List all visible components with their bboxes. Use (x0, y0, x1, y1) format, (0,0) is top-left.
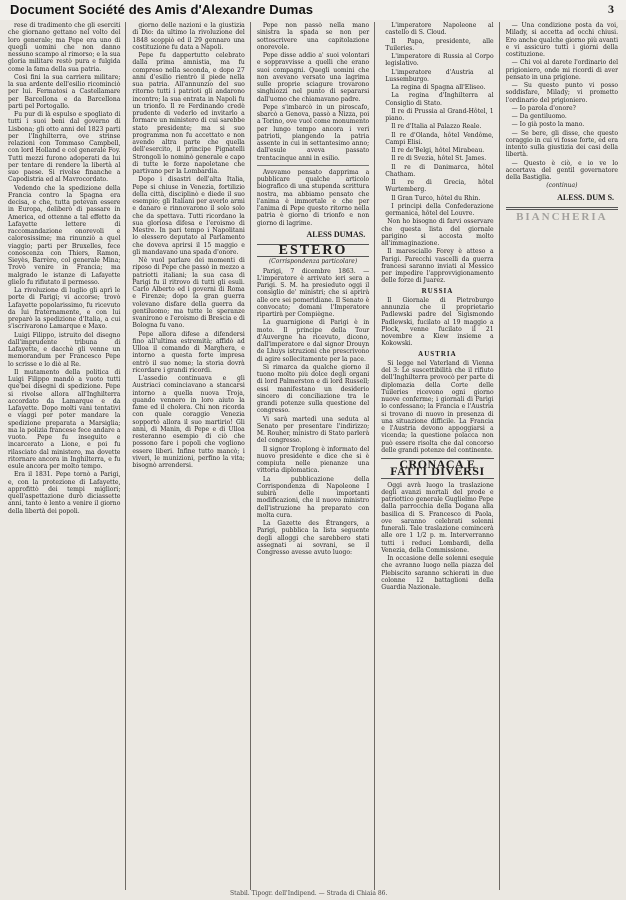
list-item: La regina d'Inghilterra al Consiglio di Stato. (385, 92, 494, 107)
document-banner (0, 0, 626, 20)
paragraph: Fu pur di là espulso e spogliato di tutti i suoi beni dal governo di Lisbona; gli otto anni del 1823 parti per l'Inghilterra, ove strinse relazioni con Tommaso Campbell, con lord Holland e col generale Foy. Tutti mezzi furono adoperati da lui per tentare di rendere la libertà al suo paese. Si rivolse finanche a Capodistria ed al Mavrocordato. (8, 111, 121, 184)
paragraph: Nè vuol parlare dei momenti di riposo di Pepe che passò in mezzo a patriotti italiani; la sua casa di Parigi fu il ritrovo di tutti gli esuli. Carlo Alberto ed i governi di Roma e Firenze; dopo la gran guerra volevano disfare della guerra da gentiluomo; ma tutte le speranze svanirono e l'eroismo di Brescia e di Bologna fu vano. (132, 257, 245, 330)
paragraph: Si legge nel Vaterland di Vienna del 3: Le suscettibilità che il rifiuto dell'Inghilterra provocò per parte di diplomazia della Corte delle Tuileries ricevono ogni giorno nuove conferme; i giornali di Parigi lo confessano; la Francia e l'Austria si trovano di nuovo in presenza di una situazione difficile. La Francia e l'Austria devono appoggiarsi a vicenda; la questione polacca non può essere risolta che dal concorso delle grandi potenze del continente. (381, 359, 494, 454)
paragraph: Oggi avrà luogo la traslazione degli avanzi mortali del prode e patriottico generale Guglielmo Pepe dalla parrocchia della Dogana alla basilica di S. Francesco di Paola, ove saranno celebrati solenni funerali. Tale traslazione comincerà alle ore 1 1/2 p. m. Interverranno tutti i reduci Lombardi, della Venezia, della Commissione. (381, 481, 494, 554)
paragraph: Il Giornale di Pietroburgo annunzia che il proprietario Padlewski padre del Sigismondo Padlewski, fucilato al 19 maggio a Plock, venne fucilato il 21 novembre a Kiew insieme a Kokowski. (381, 296, 494, 348)
lodging-list (381, 22, 493, 217)
list-item: L'imperatore di Russia al Corpo legislativo. (385, 53, 494, 68)
paragraph: L'assedio continuava e gli Austriaci cominciavano a stancarsi intorno a quella nuova Troja, quando vennero in loro aiuto la fame ed il cholera. Chi non ricorda con quale coraggio Venezia sopportò allora il suo martirio! Gli anni, di Manin, di Pepe e di Ulloa resteranno esempio di ciò che possono fare i popoli che vogliono essere liberi. Infine tutto mancò; i viveri, le munizioni, perfino la vita; bisognò arrendersi. (132, 375, 245, 469)
paragraph: — Questo è ciò, e io ve lo accertava del gentil governatore della Bastiglia. (505, 159, 619, 181)
column-2 (132, 22, 250, 890)
list-item: Il Gran Turco, hôtel du Rhin. (391, 194, 481, 202)
paragraph: Pepe disse addio a' suoi volontari e soppravvisse a quelli che erano suoi compagni. Quegli uomini che non avevano versato una lagrima sulle proprie sciagure trovarono singhiozzi nel punto di separarsi dall'uomo che chiamavano padre. (256, 52, 370, 103)
paragraph: — Io già posto la mano. (511, 121, 585, 129)
section-heading-austria: AUSTRIA (418, 349, 457, 358)
list-item: I principi della Confederazione germanica, hôtel del Louvre. (385, 202, 494, 217)
paragraph: Vedendo che la spedizione della Francia contro la Spagna era decisa, e che, tutta potevan essere in Europa, deliberò di passare in America, ed ottenne a tal effetto da Lafayette lettere di raccomandazione onorevoli e calorosissime; ma rinunziò a quel viaggio; parti per Bruxelles, fece conoscenza con Thiers, Ramon, Sieyès, Barrère, col generale Mina; Trovò venire in Francia; ma malgrado le istanze di Lafayette glielo fu rifiutato il permesso. (8, 184, 121, 286)
paragraph: — Io parola d'onore? (511, 104, 576, 112)
paragraph: Pepe allora difese a difendersi fino all'ultima estremità; affidò ad Ulloa il comando di Marghera, e intorno a questa forte impresa entrò il suo nome; la storia dovrà ricordare i grandi ricordi. (132, 330, 245, 374)
paragraph: giorno delle nazioni e la giustizia di Dio: da ultimo la rivoluzione del 1848 scoppiò ed il 29 gennaro una costituzione fu data a Napoli. (132, 22, 245, 51)
paragraph: Dopo i disastri dell'alta Italia, Pepe si chiuse in Venezia, fortilizio della città, disciplinò e diede il suo esempio; gli Italiani per averlo armi e danaro e rinnovarono il solo solo che da spettava. Tutti ricordano la sua gloriosa difesa e l'eroismo di Mestre. In pari tempo i Napolitani lo elessero deputato al Parlamento che doveva aprirsi il 15 maggio e gli mandavano una spada d'onore. (132, 176, 245, 256)
article-signature: ALESS DUMAS. (306, 229, 366, 239)
list-item: Il re d'Olanda, hôtel Vendôme, Campi Elisi. (385, 131, 494, 146)
paragraph: Il maresciallo Forey è atteso a Parigi. Parecchi vascelli da guerra francesi saranno inviati al Messico per impedire l'approvvigionamento delle forze di Juarez. (381, 248, 494, 285)
paragraph: Parigi, 7 dicembre 1863. — L'imperatore è arrivato ieri sera a Parigi. S. M. ha presieduto oggi il consiglio de' ministri; che si aprirà alle ore sei pomeridiane. Il Senato è convocato; domani l'Imperatore ripartirà per Compiègne. (256, 267, 370, 318)
paragraph: Pepe s'imbarcò in un piroscafo, sbarcò a Genova, passò a Nizza, poi a Torino, ove vuol come monumento per lungo tempo ancora i veri patrioti, piangendo la patria assente in cui in settantesimo anno; dall'esule aveva passato trentacinque anni in esilio. (256, 103, 370, 162)
paragraph: rese di tradimento che gli eserciti che giornano gettano nel volto del loro generale; ma Pepe era uno di quegli uomini che non danno nessuno scampo al rimorso; e la sua gloria militare restò pura e fulgida come la fama della sua patria. (8, 22, 121, 73)
paragraph: — Da gentiluomo. (511, 113, 567, 120)
divider (506, 207, 618, 210)
paragraph: Pepe non passò nella mano sinistra la spada se non per sottoscrivere una capitolazione onorevole. (256, 22, 370, 51)
list-item: Il re di Prussia al Grand-Hôtel, 1 piano. (385, 107, 494, 122)
paragraph: La rivoluzione di luglio gli aprì le porte di Parigi; vi accorse; trovò Lafayette popolarissimo, fu ricevuto da lui fraternamente, e con lui preparò la spedizione d'Italia, a cui s'iscrivarono Lamarque e Maxo. (8, 287, 121, 331)
list-item: Il re di Grecia, hôtel Wurtemberg. (385, 179, 494, 194)
section-heading-cronaca: CRONACA E FATTI DIVERSI (381, 458, 493, 479)
newspaper-page (8, 22, 618, 890)
document-title: Document Société des Amis d'Alexandre Dumas (10, 2, 314, 17)
column-5 (506, 22, 618, 890)
column-3 (257, 22, 375, 890)
printer-footer: Stabil. Tipogr. dell'Indipend. — Strada di Chiaia 86. (230, 890, 388, 897)
list-item: Il re d'Italia al Palazzo Reale. (391, 123, 482, 131)
paragraph: Il signor Troplong è informato del nuovo presidente e dice che si è compiuta nelle pienanze una vittoria diplomatica. (256, 445, 370, 475)
paragraph: — Su questo punto vi posso soddisfare, Milady; vi prometto l'ordinario del prigioniero. (505, 82, 619, 104)
list-item: L'imperatore Napoleone al castello di S. Cloud. (385, 22, 494, 37)
faded-stamp-text: BIANCHERIA (516, 210, 608, 223)
list-item: Il re di Svezia, hôtel St. James. (391, 155, 487, 163)
list-item: La regina di Spagna all'Eliseo. (391, 84, 486, 91)
list-item: Il re di Danimarca, hôtel Chatham. (385, 163, 494, 178)
article-signature: ALESS. DUM S. (557, 192, 615, 202)
paragraph: Così fini la sua carriera militare; la sua ardente dell'esilio ricominciò per lui. Fermatosi a Castellamare per Barcellona e da Barcellona parti pel Portogallo. (8, 73, 121, 110)
paragraph: La Gazette des Étrangers, a Parigi, pubblica la lista seguente degli alloggi che sarebbero stati assegnati ai sovrani, se il Congresso avesse avuto luogo: (256, 520, 370, 556)
paragraph: La pubblicazione della Corrispondenza di Napoleone I subirà delle importanti modificazioni, che il nuovo ministro dell'istruzione ha preparato con molta cura. (256, 475, 370, 519)
paragraph: — Una condizione posta da voi, Milady, si accetta ad occhi chiusi. Ero anche qualche giorno più avanti e vi assicuro tutti i giorni della costituzione. (505, 22, 619, 58)
list-item: Il re de'Belgi, hôtel Mirabeau. (391, 147, 485, 154)
paragraph: La guarnigione di Parigi è in moto. Il principe della Tour d'Auvergne ha ricevuto, dicono, dall'imperatore e dal signor Drouyn de Lhuys istruzioni che prescrivono di agire sollecitamente per la pace. (256, 319, 370, 363)
column-4 (381, 22, 499, 890)
continued-note: (continua) (546, 182, 578, 190)
section-heading-estero: ESTERO (257, 244, 369, 257)
list-item: L'imperatore d'Austria al Lussemburgo. (385, 68, 494, 83)
paragraph: Non ho bisogno di farvi osservare che questa lista del giornale parigino si accosta molto all'immaginazione. (381, 218, 494, 247)
paragraph: Era il 1831. Pepe tornò a Parigi, e, con la protezione di Lafayette, approfittò dei tempi migliori; quell'aspettazione durò diciassette anni, tanto è lento a venire il giorno della libertà dei popoli. (8, 471, 121, 515)
paragraph: Pepe fu dappertutto celebrato dalla prima amnistia, ma fu compreso nella seconda, e dopo 27 anni d'esilio rientrò il piede nella sua patria. All'annunzio del suo ritorno tutti i patrioti gli andarono incontro; la sua entrata in Napoli fu un trionfo. Il re Ferdinando credè prudente di vederlo ed invitarlo a formare un ministero di cui sarebbe stato presidente; ma si suo programma non fu accettato e non avendo altra parte che quella dell'esercito, il principe Pignatelli Strongoli lo nominò generale e capo di tutte le forze napoletane che partivano per la Lombardia. (132, 52, 245, 175)
section-heading-russia: RUSSIA (421, 286, 454, 295)
page-number: 3 (608, 2, 614, 16)
divider (257, 165, 369, 166)
paragraph: — Se bere, gli disse, che questo coraggio in cui vi fosse forte, ed era intento sulla giustizia dei casi della libertà. (505, 129, 619, 159)
paragraph: Vi sarà martedì una seduta al Senato per presentare l'indirizzo; M. Rouher, ministro di Stato parlerà del congresso. (256, 415, 370, 445)
paragraph: Avevamo pensato dapprima a pubblicare qualche articolo biografico di una stupenda scrittura nostra, ma abbiamo pensato che l'anima è immortale e che per l'anima di Pepe questo ritorno nella patria è giorno di trionfo e non giorno di lagrime. (256, 168, 370, 227)
paragraph: — Chi voi al darete l'ordinario del prigioniero, onde mi ricordi di aver pensato in una prigione. (505, 59, 619, 81)
paragraph: In occasione delle solenni esequie che avranno luogo nella piazza del Plebiscito saranno schierati in due colonne 12 battaglioni della Guardia Nazionale. (381, 555, 494, 591)
paragraph: Il mutamento della politica di Luigi Filippo mandò a vuoto tutti que'bei disegni di spedizione. Pepe si rivolse allora all'Inghilterra accordato da Lamarque e da Lafayette. Dopo molti vani tentativi e viaggi per poter mandare la spedizione preparata a Marsiglia; ma la polizia francese fece andare a vuoto. Pepe fu inseguito e incarcerato a Lione, e poi fu rilasciato dal ministero, ma dovette ritornare ancora in Inghilterra, e fu esule ancora per molto tempo. (8, 368, 121, 470)
paragraph: Luigi Filippo, istruito del disegno dall'imprudente tribuna di Lafayette, e dacchè gli venne un memorandum per Francesco Pepe lo scrisse e lo diè al Re. (8, 331, 121, 368)
list-item: Il Papa, presidente, alle Tuileries. (385, 37, 494, 52)
paragraph: Si rimarca da qualche giorno il tuono molto più dolce degli organi di lord Palmerston e di lord Russell; essi manifestano un desiderio sincero di conciliazione tra le grandi potenze sulla questione del congresso. (256, 363, 370, 415)
section-subheading: (Corrispondenza particolare) (268, 258, 358, 266)
column-1 (8, 22, 126, 890)
